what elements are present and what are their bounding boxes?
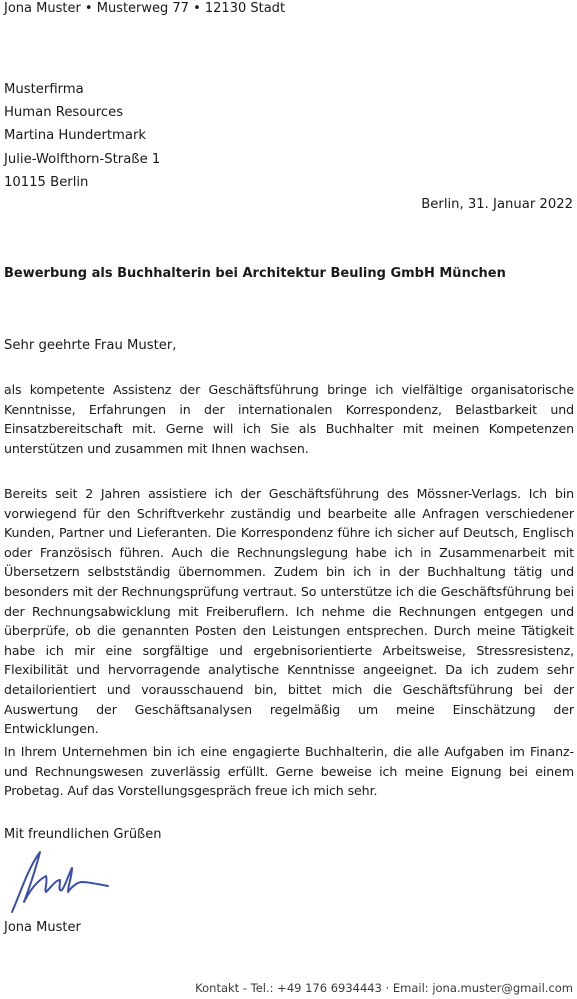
- recipient-department: Human Resources: [4, 105, 124, 121]
- contact-footer: Kontakt - Tel.: +49 176 6934443 · Email: jona.muster@gmail.com: [195, 981, 573, 995]
- body-paragraph-3: In Ihrem Unternehmen bin ich eine engagierte Buchhalterin, die alle Aufgaben im Finanz- und Rechnungswesen zuverlässig erfüllt. Gerne beweise ich meine Eignung bei einem Probetag. Auf das Vorstellungsgespräch freue ich mich sehr.: [4, 744, 574, 799]
- recipient-city: 10115 Berlin: [4, 174, 89, 190]
- body-paragraph-1: als kompetente Assistenz der Geschäftsführung bringe ich vielfältige organisatorische Kenntnisse, Erfahrungen in der internationalen Korrespondenz, Belastbarkeit und Einsatzbereitschaft mit. Gerne will ich Sie als Buchhalter mit meinen Kompetenzen unterstützen und zusammen mit Ihnen wachsen.: [4, 382, 574, 456]
- recipient-address: [4, 78, 160, 194]
- recipient-street: Julie-Wolfthorn-Straße 1: [4, 151, 161, 167]
- recipient-contact: Martina Hundertmark: [4, 128, 147, 144]
- recipient-company: Musterfirma: [4, 82, 84, 97]
- body-paragraph-2: Bereits seit 2 Jahren assistiere ich der Geschäftsführung des Mössner-Verlags. Ich bin vorwiegend für den Schriftverkehr zuständig und bearbeite alle Anfragen verschiedener Kunden, Partner und Lieferanten. Die Korrespondenz führe ich sicher auf Deutsch, Englisch oder Französisch führen. Auch die Rechnungslegung habe ich in Zusammenarbeit mit Übersetzern selbstständig übernommen. Zudem bin ich in der Buchhaltung tätig und besonders mit der Rechnungsprüfung vertraut. So unterstütze ich die Geschäftsführung bei der Rechnungsabwicklung mit Freiberuflern. Ich nehme die Rechnungen entgegen und überprüfe, ob die genannten Posten den Leistungen entsprechen. Durch meine Tätigkeit habe ich mir eine sorgfältige und ergebnisorientierte Arbeitsweise, Stressresistenz, Flexibilität und hervorragende analytische Kenntnisse angeeignet. Da ich zudem sehr detailorientiert und vorausschauend bin, bittet mich die Geschäftsführung bei der Auswertung der Geschäftsanalysen regelmäßig um meine Einschätzung der Entwicklungen.: [4, 486, 574, 737]
- closing-phrase: Mit freundlichen Grüßen: [4, 827, 162, 842]
- salutation: Sehr geehrte Frau Muster,: [4, 338, 177, 353]
- sender-address-line: Jona Muster • Musterweg 77 • 12130 Stadt: [4, 1, 286, 16]
- signer-name: Jona Muster: [4, 920, 81, 935]
- letter-subject: Bewerbung als Buchhalterin bei Architektur Beuling GmbH München: [4, 266, 506, 281]
- handwritten-signature-icon: [2, 846, 112, 916]
- letter-date: Berlin, 31. Januar 2022: [421, 197, 573, 212]
